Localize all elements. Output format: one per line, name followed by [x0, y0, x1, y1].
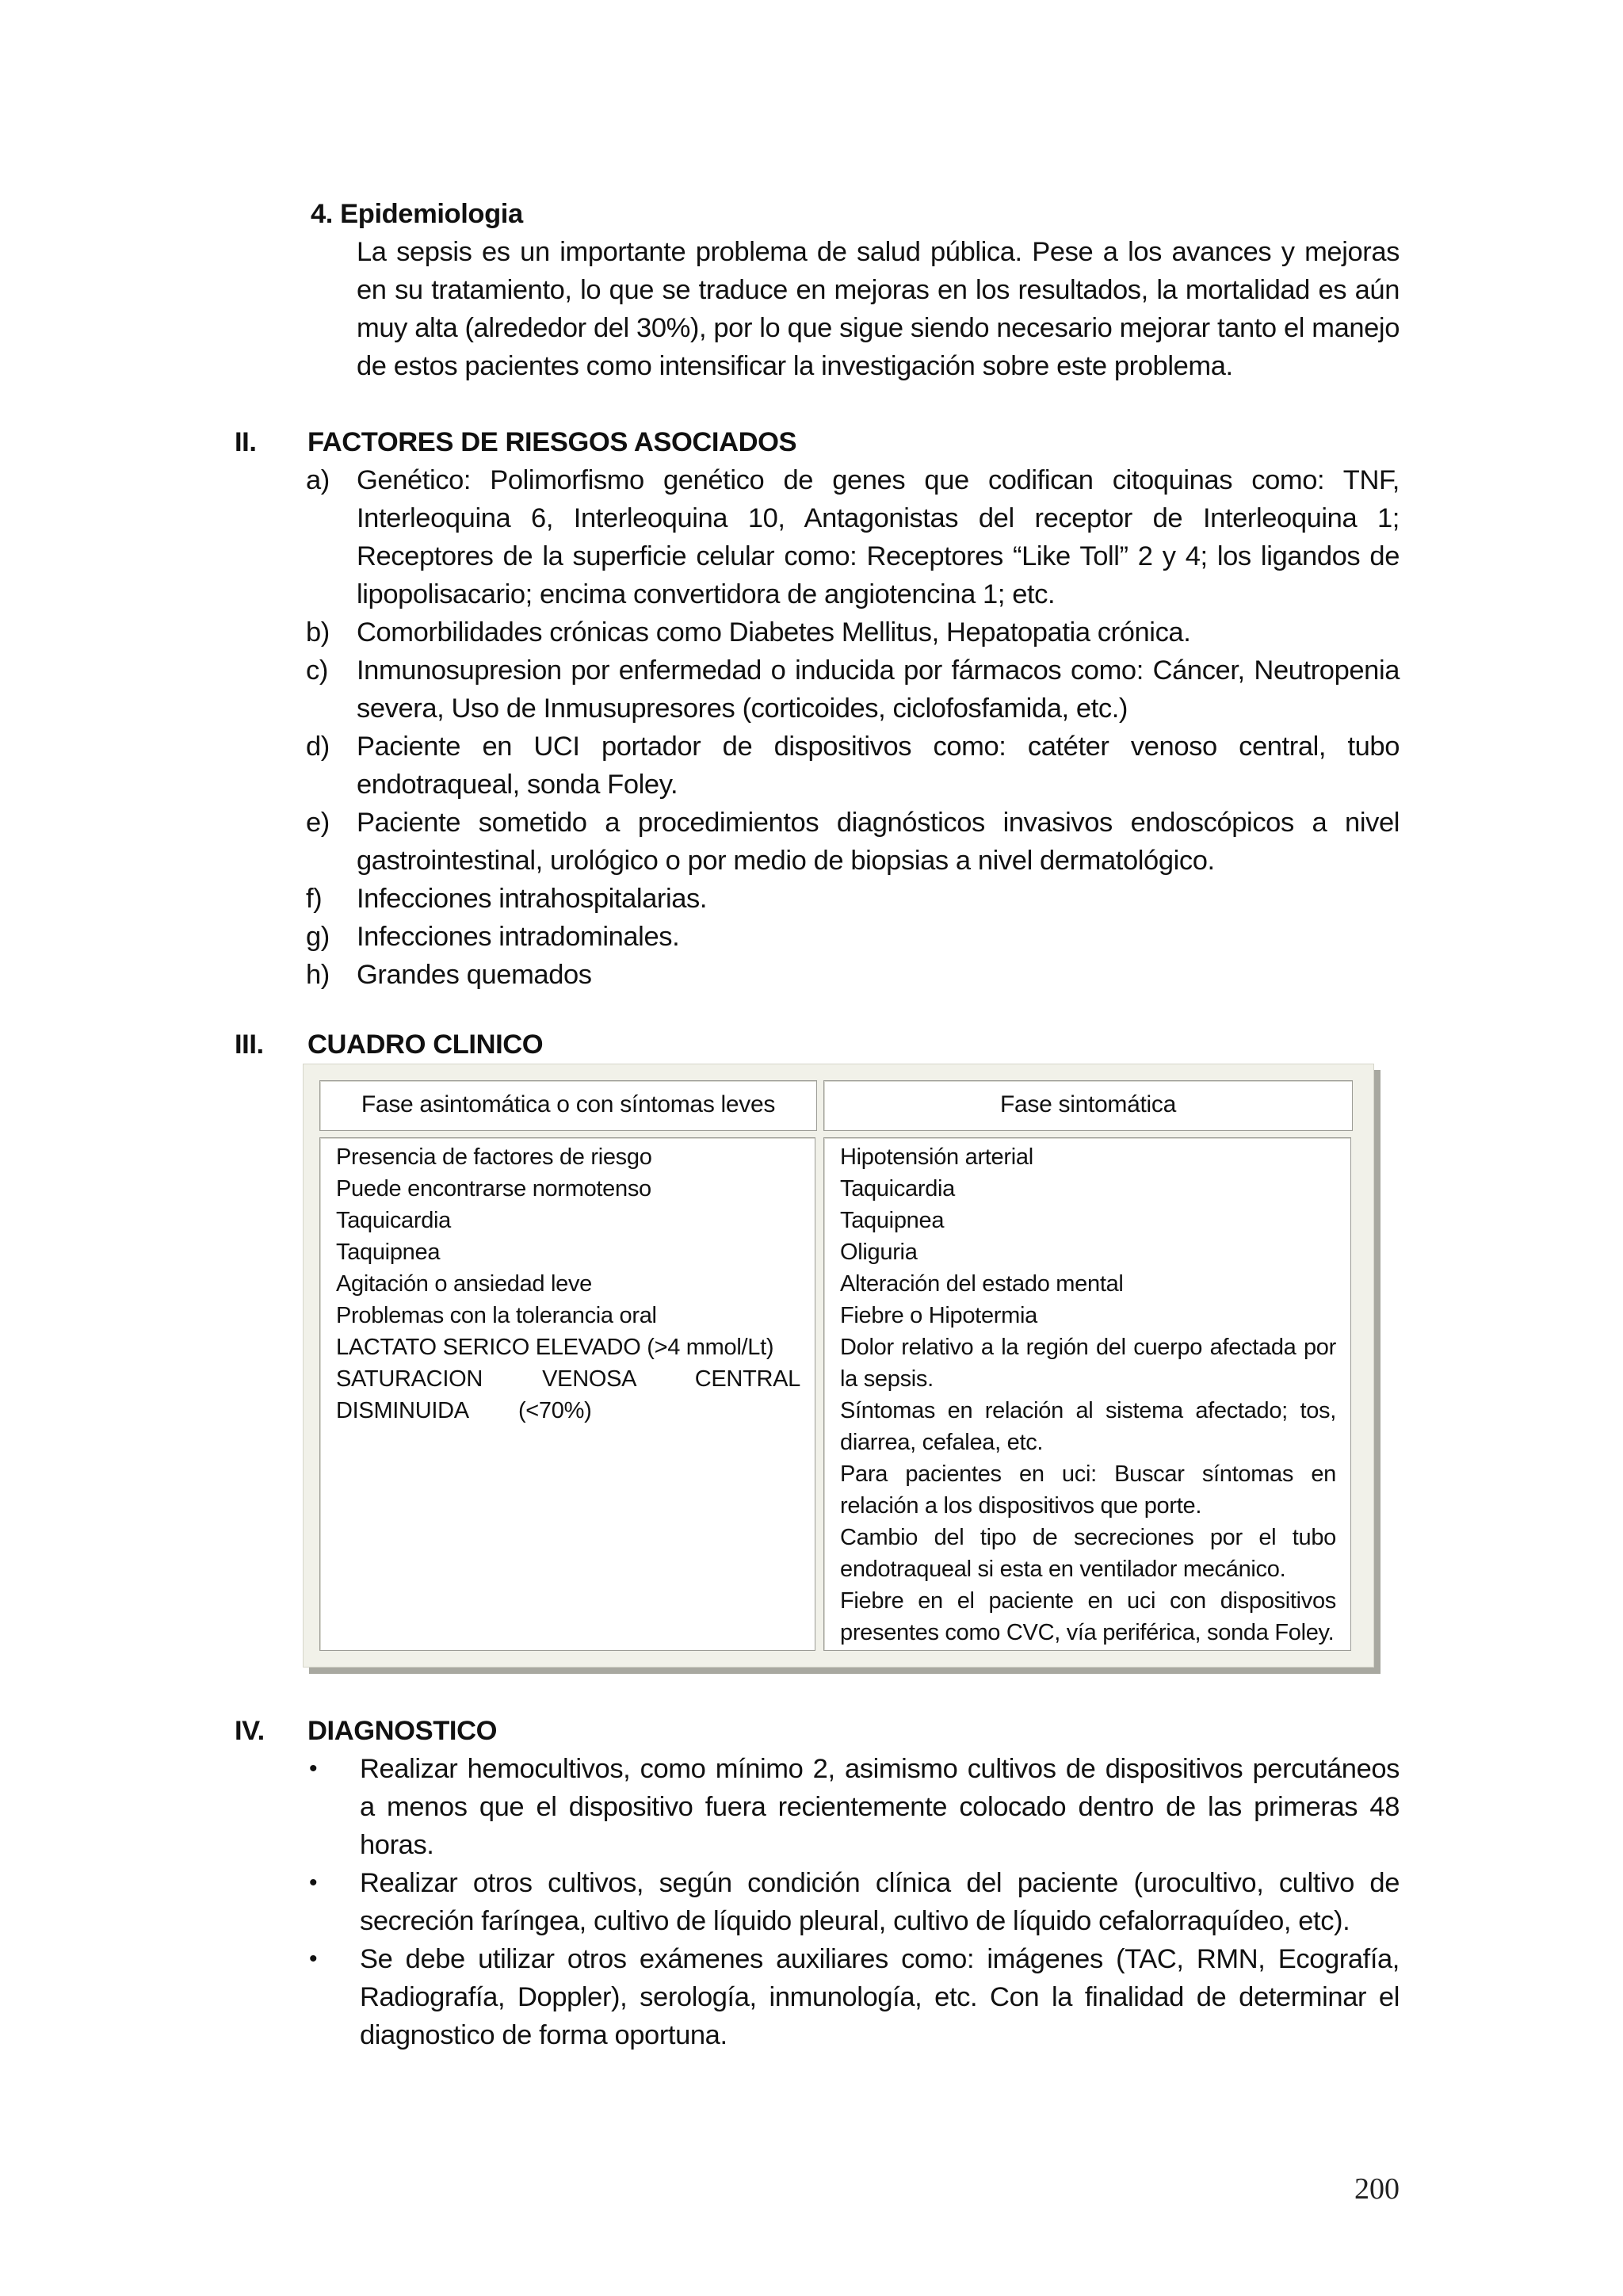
table-line: Agitación o ansiedad leve: [336, 1271, 593, 1297]
list-item-text: Comorbilidades crónicas como Diabetes Mellitus, Hepatopatia crónica.: [357, 617, 1191, 648]
table-line: Taquipnea: [336, 1240, 441, 1265]
list-item: [306, 1750, 1400, 1864]
list-item-text: Paciente sometido a procedimientos diagnósticos invasivos endoscópicos a nivel gastrointestinal, urológico o por medio de biopsias a nivel dermatológico.: [357, 808, 1400, 876]
list-item: [306, 880, 1400, 918]
list-marker: f): [306, 884, 323, 914]
list-item: [306, 1940, 1400, 2054]
list-item-text: Realizar otros cultivos, según condición clínica del paciente (urocultivo, cultivo de secreción faríngea, cultivo de líquido pleural, cultivo de líquido cefalorraquídeo, etc).: [360, 1868, 1400, 1936]
list-item: [306, 613, 1400, 651]
list-item-text: Inmunosupresion por enfermedad o inducida por fármacos como: Cáncer, Neutropenia severa, Uso de Inmusupresores (corticoides, ciclofosfamida, etc.): [357, 655, 1400, 724]
diagnosis-list: [306, 1750, 1400, 2054]
list-marker: a): [306, 465, 330, 495]
table-cell-symptomatic: [823, 1137, 1351, 1651]
clinical-table: [303, 1064, 1374, 1668]
list-marker: b): [306, 617, 330, 648]
list-item: [306, 728, 1400, 804]
table-line: SATURACION VENOSA CENTRAL DISMINUIDA (<70%): [336, 1366, 800, 1423]
epidemiology-heading: 4. Epidemiologia: [311, 199, 523, 229]
list-item-text: Se debe utilizar otros exámenes auxiliares como: imágenes (TAC, RMN, Ecografía, Radiografía, Doppler), serología, inmunología, etc. Con la finalidad de determinar el diagnostico de forma oportuna.: [360, 1944, 1400, 2050]
table-line: Síntomas en relación al sistema afectado; tos, diarrea, cefalea, etc.: [840, 1398, 1336, 1455]
list-item-text: Paciente en UCI portador de dispositivos como: catéter venoso central, tubo endotraqueal, sonda Foley.: [357, 732, 1400, 800]
page-number: 200: [1354, 2172, 1400, 2206]
list-marker: h): [306, 960, 330, 990]
table-line: Cambio del tipo de secreciones por el tubo endotraqueal si esta en ventilador mecánico.: [840, 1525, 1336, 1582]
list-item-text: Genético: Polimorfismo genético de genes que codifican citoquinas como: TNF, Interleoquina 6, Interleoquina 10, Antagonistas del receptor de Interleoquina 1; Receptores de la superficie celular como: Receptores “Like Toll” 2 y 4; los ligandos de lipopolisacario; encima convertidora de angiotencina 1; etc.: [357, 465, 1400, 609]
table-cell-asymptomatic: [319, 1137, 815, 1651]
list-item: [306, 918, 1400, 956]
table-header-symptomatic: Fase sintomática: [823, 1080, 1353, 1131]
section-number-3: III.: [235, 1030, 264, 1060]
section-number-2: II.: [235, 427, 257, 457]
bullet-icon: •: [309, 1755, 318, 1782]
table-line: LACTATO SERICO ELEVADO (>4 mmol/Lt): [336, 1335, 774, 1360]
bullet-icon: •: [309, 1946, 318, 1972]
table-line: Hipotensión arterial: [840, 1144, 1033, 1170]
list-marker: d): [306, 732, 330, 762]
list-item-text: Grandes quemados: [357, 960, 592, 990]
table-line: Taquicardia: [336, 1208, 452, 1233]
table-header-asymptomatic: Fase asintomática o con síntomas leves: [319, 1080, 817, 1131]
table-line: Problemas con la tolerancia oral: [336, 1303, 657, 1328]
list-item-text: Realizar hemocultivos, como mínimo 2, asimismo cultivos de dispositivos percutáneos a menos que el dispositivo fuera recientemente colocado dentro de las primeras 48 horas.: [360, 1754, 1400, 1860]
table-line: Taquipnea: [840, 1208, 945, 1233]
list-item: [306, 1864, 1400, 1940]
list-marker: c): [306, 655, 328, 686]
table-line: Para pacientes en uci: Buscar síntomas en relación a los dispositivos que porte.: [840, 1461, 1336, 1519]
table-line: Oliguria: [840, 1240, 918, 1265]
table-line: Presencia de factores de riesgo: [336, 1144, 652, 1170]
list-item-text: Infecciones intradominales.: [357, 922, 680, 952]
table-line: Fiebre en el paciente en uci con dispositivos presentes como CVC, vía periférica, sonda Foley.: [840, 1588, 1336, 1645]
list-item: [306, 461, 1400, 613]
list-item: [306, 651, 1400, 728]
list-marker: g): [306, 922, 330, 952]
list-item-text: Infecciones intrahospitalarias.: [357, 884, 708, 914]
epidemiology-paragraph: La sepsis es un importante problema de salud pública. Pese a los avances y mejoras en su tratamiento, lo que se traduce en mejoras en los resultados, la mortalidad es aún muy alta (alrededor del 30%), por lo que sigue siendo necesario mejorar tanto el manejo de estos pacientes como intensificar la investigación sobre este problema.: [357, 237, 1400, 381]
table-line: Taquicardia: [840, 1176, 956, 1201]
table-line: Dolor relativo a la región del cuerpo afectada por la sepsis.: [840, 1335, 1336, 1392]
section-number-4: IV.: [235, 1716, 265, 1746]
table-line: Alteración del estado mental: [840, 1271, 1124, 1297]
list-item: [306, 956, 1400, 994]
list-marker: e): [306, 808, 330, 838]
table-line: Puede encontrarse normotenso: [336, 1176, 651, 1201]
table-line: Fiebre o Hipotermia: [840, 1303, 1037, 1328]
section-title-risk-factors: FACTORES DE RIESGOS ASOCIADOS: [307, 427, 797, 457]
section-title-clinical-picture: CUADRO CLINICO: [307, 1030, 544, 1060]
list-item: [306, 804, 1400, 880]
section-title-diagnosis: DIAGNOSTICO: [307, 1716, 498, 1746]
risk-factors-list: [306, 461, 1400, 994]
bullet-icon: •: [309, 1870, 318, 1896]
